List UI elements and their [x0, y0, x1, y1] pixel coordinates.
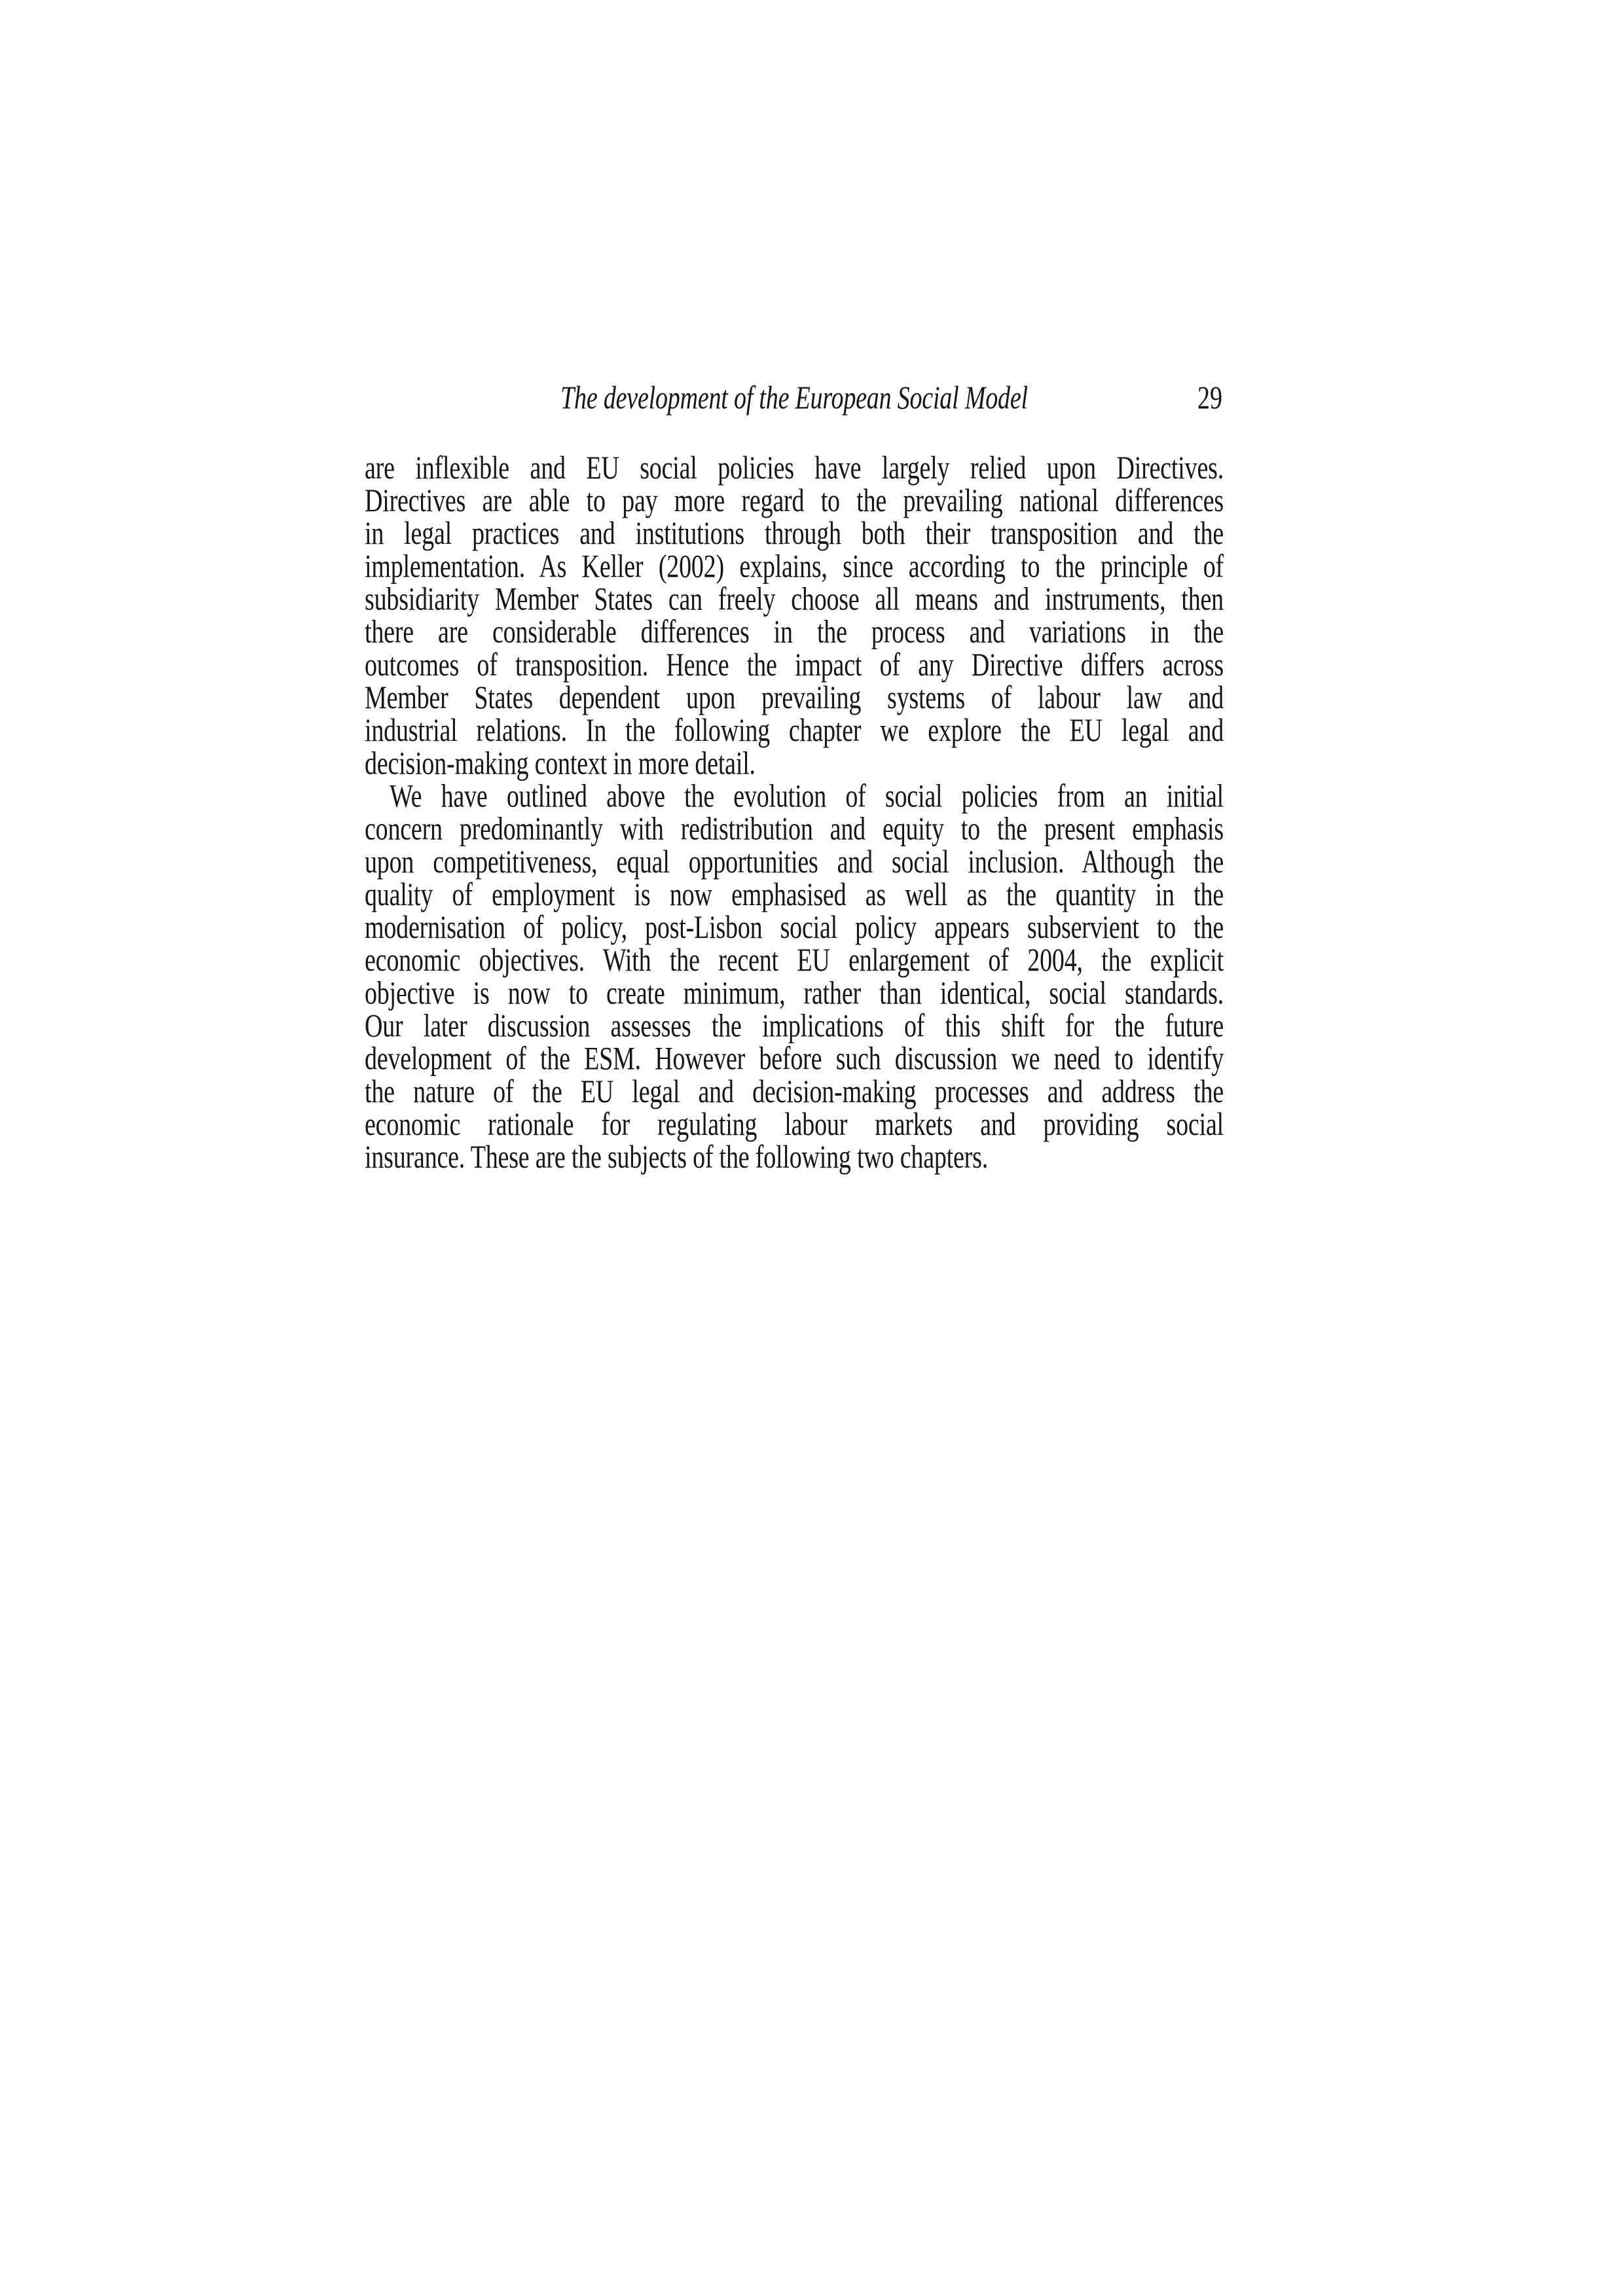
text-line: insurance. These are the subjects of the following two chapters.: [365, 1139, 989, 1176]
page-number: 29: [1197, 380, 1222, 416]
text-line: Our later discussion assesses the implications of this shift for the future: [365, 1008, 1224, 1045]
text-line: decision-making context in more detail.: [365, 745, 756, 782]
text-line: in legal practices and institutions through both their transposition and the: [365, 515, 1224, 552]
body-text: [365, 452, 1224, 1174]
text-column: [365, 382, 1224, 1174]
text-line: concern predominantly with redistribution and equity to the present emphasis: [365, 811, 1224, 848]
text-line: objective is now to create minimum, rather than identical, social standards.: [365, 975, 1224, 1012]
running-header: [365, 382, 1224, 414]
text-line: outcomes of transposition. Hence the impact of any Directive differs across: [365, 647, 1224, 683]
text-line: subsidiarity Member States can freely choose all means and instruments, then: [365, 581, 1224, 618]
text-line: We have outlined above the evolution of social policies from an initial: [390, 778, 1224, 815]
text-line: there are considerable differences in the process and variations in the: [365, 614, 1224, 651]
text-line: are inflexible and EU social policies have largely relied upon Directives.: [365, 450, 1224, 486]
text-line: quality of employment is now emphasised as well as the quantity in the: [365, 876, 1224, 913]
text-line: development of the ESM. However before such discussion we need to identify: [365, 1041, 1224, 1077]
text-line: economic rationale for regulating labour markets and providing social: [365, 1106, 1224, 1143]
text-line: Directives are able to pay more regard to the prevailing national differences: [365, 482, 1224, 519]
text-line: Member States dependent upon prevailing systems of labour law and: [365, 679, 1224, 716]
text-line: implementation. As Keller (2002) explains, since according to the principle of: [365, 548, 1224, 585]
text-line: industrial relations. In the following chapter we explore the EU legal and: [365, 712, 1224, 749]
running-header-title: The development of the European Social Model: [560, 380, 1028, 416]
text-line: economic objectives. With the recent EU enlargement of 2004, the explicit: [365, 942, 1224, 979]
text-line: upon competitiveness, equal opportunities and social inclusion. Although the: [365, 844, 1224, 880]
text-line: the nature of the EU legal and decision-making processes and address the: [365, 1073, 1224, 1110]
text-line: modernisation of policy, post-Lisbon social policy appears subservient to the: [365, 909, 1224, 946]
